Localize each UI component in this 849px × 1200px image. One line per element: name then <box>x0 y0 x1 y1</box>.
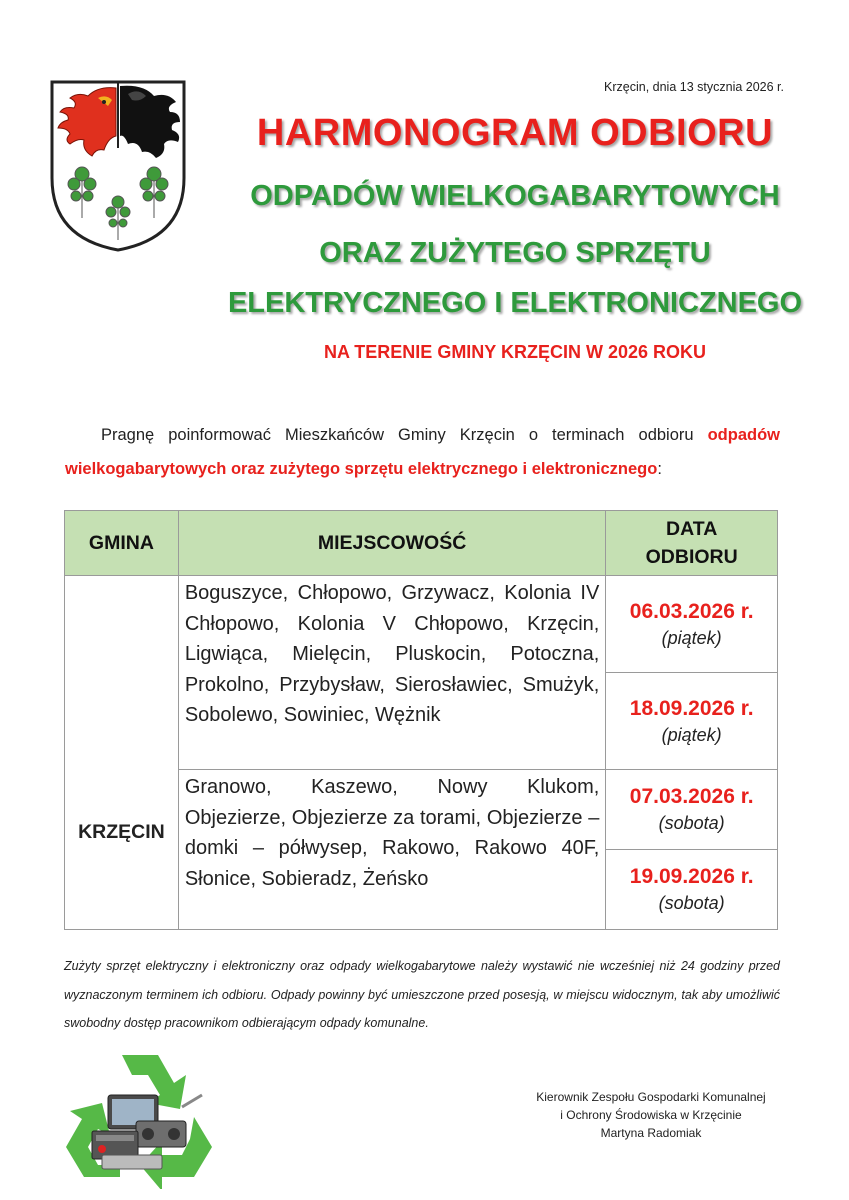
intro-text: Pragnę poinformować Mieszkańców Gminy Krzęcin o terminach odbioru <box>101 426 708 444</box>
pickup-day: (sobota) <box>658 893 725 913</box>
title-line-4: ELEKTRYCZNEGO I ELEKTRONICZNEGO <box>227 287 803 319</box>
intro-highlight: odpadów wielkogabarytowych oraz zużytego sprzętu elektrycznego i elektronicznego <box>65 426 780 478</box>
coat-of-arms-icon <box>48 78 188 253</box>
pickup-day: (piątek) <box>661 724 722 745</box>
pickup-day: (piątek) <box>661 627 722 648</box>
intro-paragraph <box>65 418 780 486</box>
signature-block <box>520 1088 782 1142</box>
date-cell <box>606 850 778 930</box>
places-group-2: Granowo, Kaszewo, Nowy Klukom, Objezierze, Objezierze za torami, Objezierze – domki – półwysep, Rakowo, Rakowo 40F, Słonice, Sobieradz, Żeńsko <box>178 770 605 930</box>
page-title: HARMONOGRAM ODBIORU <box>256 112 774 154</box>
title-line-3: ORAZ ZUŻYTEGO SPRZĘTU <box>319 237 711 269</box>
pickup-date: 18.09.2026 r. <box>629 696 754 720</box>
header-data-line2: ODBIORU <box>645 546 738 568</box>
recycle-electronics-icon <box>62 1047 217 1189</box>
pickup-day: (sobota) <box>658 813 725 833</box>
header-data-odbioru <box>606 511 778 576</box>
table-header-row <box>65 511 778 576</box>
footnote: Zużyty sprzęt elektryczny i elektroniczny oraz odpady wielkogabarytowe należy wystawić nie wcześniej niż 24 godziny przed wyznaczonym terminem ich odbioru. Odpady powinny być umieszczone przed posesją, w miejscu widocznym, tak aby umożliwić swobodny dostęp pracownikom odbierającym odpady komunalne. <box>64 959 780 1030</box>
header-data-line1: DATA <box>666 518 718 540</box>
gmina-cell: KRZĘCIN <box>65 576 179 930</box>
signature-line-2: i Ochrony Środowiska w Krzęcinie <box>560 1108 742 1122</box>
signature-name: Martyna Radomiak <box>600 1126 702 1140</box>
header-gmina: GMINA <box>65 511 179 576</box>
signature-line-1: Kierownik Zespołu Gospodarki Komunalnej <box>536 1090 766 1104</box>
schedule-table <box>64 510 778 930</box>
table-row <box>65 576 778 673</box>
subtitle: NA TERENIE GMINY KRZĘCIN W 2026 ROKU <box>323 342 707 362</box>
date-cell <box>606 770 778 850</box>
places-group-1: Boguszyce, Chłopowo, Grzywacz, Kolonia IV Chłopowo, Kolonia V Chłopowo, Krzęcin, Ligwiąca, Mielęcin, Pluskocin, Potoczna, Prokolno, Przybysław, Sierosławiec, Smużyk, Sobolewo, Sowiniec, Wężnik <box>178 576 605 770</box>
document-date: Krzęcin, dnia 13 stycznia 2026 r. <box>604 80 784 94</box>
pickup-date: 19.09.2026 r. <box>629 865 754 888</box>
date-cell <box>606 576 778 673</box>
pickup-date: 06.03.2026 r. <box>629 599 754 623</box>
pickup-date: 07.03.2026 r. <box>629 785 754 808</box>
title-line-2: ODPADÓW WIELKOGABARYTOWYCH <box>250 180 780 212</box>
date-cell <box>606 673 778 770</box>
header-miejscowosc: MIEJSCOWOŚĆ <box>178 511 605 576</box>
intro-end: : <box>657 460 662 478</box>
